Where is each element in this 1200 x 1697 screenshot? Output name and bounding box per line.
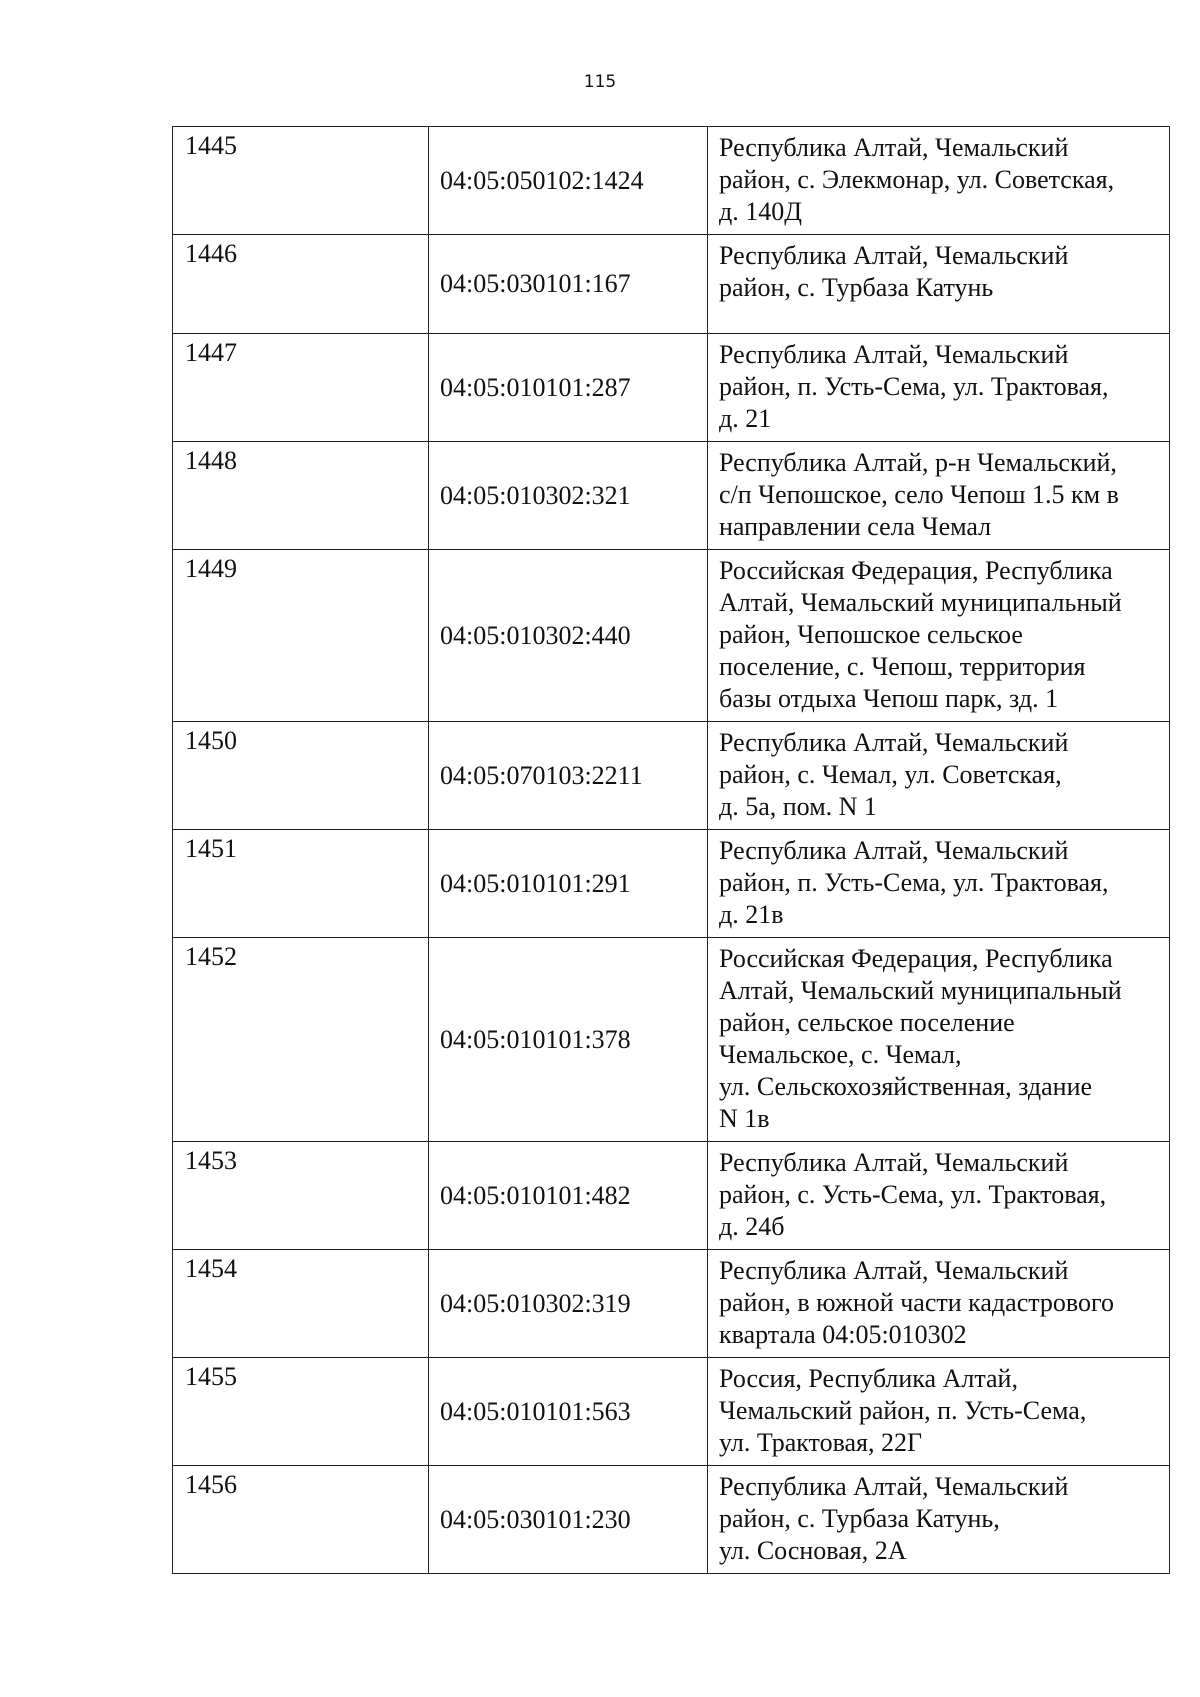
row-number: 1446 xyxy=(185,239,237,268)
table-row xyxy=(173,442,1170,550)
cadastral-number-cell xyxy=(429,938,708,1142)
table-row xyxy=(173,938,1170,1142)
registry-table xyxy=(172,126,1170,1574)
row-number: 1452 xyxy=(185,942,237,971)
row-number: 1449 xyxy=(185,554,237,583)
row-number-cell xyxy=(173,334,429,442)
address-text: Республика Алтай, Чемальский район, с. Чемал, ул. Советская, д. 5а, пом. N 1 xyxy=(719,728,1069,821)
address-cell xyxy=(708,1358,1170,1466)
address-cell xyxy=(708,235,1170,334)
address-text: Республика Алтай, Чемальский район, с. Турбаза Катунь xyxy=(719,241,1069,302)
cadastral-number-cell xyxy=(429,442,708,550)
table-row xyxy=(173,1142,1170,1250)
address-cell xyxy=(708,442,1170,550)
address-text: Республика Алтай, Чемальский район, п. Усть-Сема, ул. Трактовая, д. 21 xyxy=(719,340,1109,433)
address-cell xyxy=(708,1250,1170,1358)
cadastral-number: 04:05:010101:291 xyxy=(440,868,631,898)
address-text: Республика Алтай, Чемальский район, п. Усть-Сема, ул. Трактовая, д. 21в xyxy=(719,836,1109,929)
cadastral-number-cell xyxy=(429,1466,708,1574)
address-text: Республика Алтай, Чемальский район, с. Усть-Сема, ул. Трактовая, д. 24б xyxy=(719,1148,1107,1241)
table-row xyxy=(173,1466,1170,1574)
cadastral-number: 04:05:070103:2211 xyxy=(440,760,643,790)
address-cell xyxy=(708,1466,1170,1574)
cadastral-number: 04:05:010101:482 xyxy=(440,1180,631,1210)
address-cell xyxy=(708,830,1170,938)
row-number: 1451 xyxy=(185,834,237,863)
address-cell xyxy=(708,938,1170,1142)
address-text: Российская Федерация, Республика Алтай, Чемальский муниципальный район, Чепошское сельское поселение, с. Чепош, территория базы отдыха Чепош парк, зд. 1 xyxy=(719,556,1122,713)
row-number: 1453 xyxy=(185,1146,237,1175)
cadastral-number-cell xyxy=(429,722,708,830)
row-number: 1456 xyxy=(185,1470,237,1499)
cadastral-number: 04:05:010101:378 xyxy=(440,1024,631,1054)
cadastral-number: 04:05:050102:1424 xyxy=(440,165,644,195)
table-row xyxy=(173,334,1170,442)
address-text: Республика Алтай, Чемальский район, в южной части кадастрового квартала 04:05:010302 xyxy=(719,1256,1115,1349)
table-row xyxy=(173,722,1170,830)
row-number-cell xyxy=(173,830,429,938)
table-row xyxy=(173,550,1170,722)
table-row xyxy=(173,235,1170,334)
row-number-cell xyxy=(173,1142,429,1250)
cadastral-number-cell xyxy=(429,127,708,235)
address-cell xyxy=(708,127,1170,235)
address-text: Республика Алтай, р-н Чемальский, с/п Чепошское, село Чепош 1.5 км в направлении села Чемал xyxy=(719,448,1119,541)
cadastral-number-cell xyxy=(429,1142,708,1250)
table-row xyxy=(173,830,1170,938)
row-number-cell xyxy=(173,1466,429,1574)
address-text: Россия, Республика Алтай, Чемальский район, п. Усть-Сема, ул. Трактовая, 22Г xyxy=(719,1364,1087,1457)
cadastral-number: 04:05:030101:230 xyxy=(440,1504,631,1534)
row-number-cell xyxy=(173,1250,429,1358)
cadastral-number-cell xyxy=(429,334,708,442)
row-number: 1448 xyxy=(185,446,237,475)
address-text: Республика Алтай, Чемальский район, с. Элекмонар, ул. Советская, д. 140Д xyxy=(719,133,1115,226)
cadastral-number: 04:05:010101:287 xyxy=(440,372,631,402)
cadastral-number: 04:05:010302:319 xyxy=(440,1288,631,1318)
address-cell xyxy=(708,550,1170,722)
row-number: 1454 xyxy=(185,1254,237,1283)
cadastral-number-cell xyxy=(429,550,708,722)
row-number-cell xyxy=(173,722,429,830)
row-number: 1447 xyxy=(185,338,237,367)
cadastral-number: 04:05:030101:167 xyxy=(440,269,631,298)
cadastral-number: 04:05:010101:563 xyxy=(440,1396,631,1426)
cadastral-number-cell xyxy=(429,1250,708,1358)
row-number-cell xyxy=(173,235,429,334)
table-row xyxy=(173,127,1170,235)
row-number: 1445 xyxy=(185,131,237,160)
registry-table-body xyxy=(173,127,1170,1574)
row-number-cell xyxy=(173,550,429,722)
address-cell xyxy=(708,722,1170,830)
row-number-cell xyxy=(173,938,429,1142)
row-number: 1450 xyxy=(185,726,237,755)
row-number-cell xyxy=(173,442,429,550)
row-number: 1455 xyxy=(185,1362,237,1391)
address-cell xyxy=(708,334,1170,442)
cadastral-number-cell xyxy=(429,830,708,938)
cadastral-number: 04:05:010302:440 xyxy=(440,620,631,650)
row-number-cell xyxy=(173,127,429,235)
table-row xyxy=(173,1358,1170,1466)
cadastral-number: 04:05:010302:321 xyxy=(440,480,631,510)
address-cell xyxy=(708,1142,1170,1250)
address-text: Российская Федерация, Республика Алтай, Чемальский муниципальный район, сельское поселение Чемальское, с. Чемал, ул. Сельскохозяйственная, здание N 1в xyxy=(719,944,1122,1133)
row-number-cell xyxy=(173,1358,429,1466)
page-number: 115 xyxy=(583,72,617,92)
table-row xyxy=(173,1250,1170,1358)
cadastral-number-cell xyxy=(429,235,708,334)
address-text: Республика Алтай, Чемальский район, с. Турбаза Катунь, ул. Сосновая, 2А xyxy=(719,1472,1069,1565)
cadastral-number-cell xyxy=(429,1358,708,1466)
